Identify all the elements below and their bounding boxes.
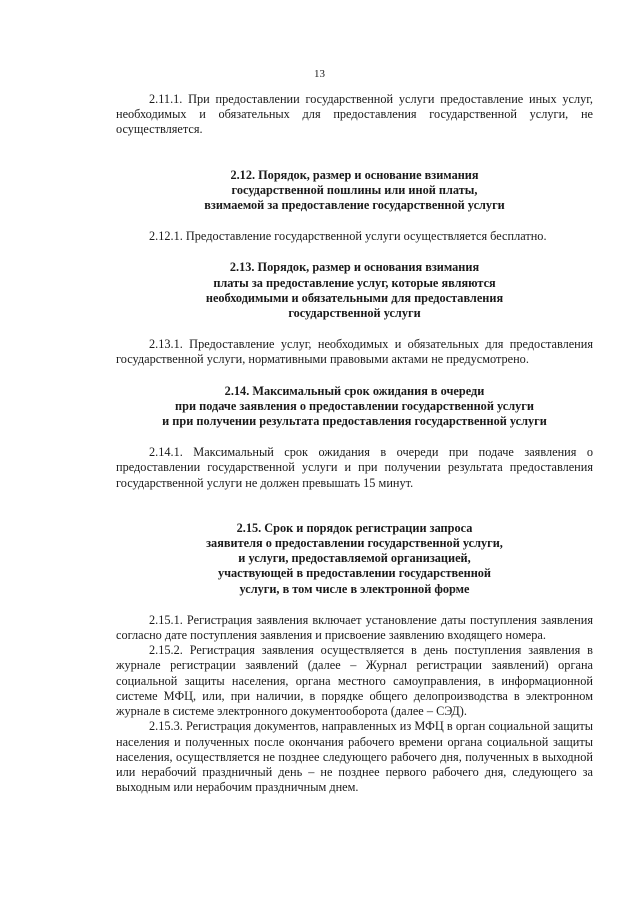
paragraph-2-13-1: 2.13.1. Предоставление услуг, необходимых и обязательных для предоставления государственной услуги, нормативными правовыми актами не предусмотрено. xyxy=(116,337,593,367)
heading-line: 2.12. Порядок, размер и основание взимания xyxy=(230,167,479,182)
heading-line: государственной услуги xyxy=(288,306,421,321)
heading-2-13 xyxy=(116,260,593,321)
heading-line: 2.13. Порядок, размер и основания взимания xyxy=(229,260,480,275)
heading-2-14 xyxy=(116,384,593,430)
heading-line: и услуги, предоставляемой организацией, xyxy=(238,551,471,566)
heading-line: 2.15. Срок и порядок регистрации запроса xyxy=(236,520,473,535)
document-body xyxy=(116,92,593,795)
heading-line: услуги, в том числе в электронной форме xyxy=(239,581,470,596)
heading-line: взимаемой за предоставление государственной услуги xyxy=(204,198,505,213)
paragraph-2-12-1: 2.12.1. Предоставление государственной услуги осуществляется бесплатно. xyxy=(149,229,547,244)
heading-line: и при получении результата предоставления государственной услуги xyxy=(162,414,547,429)
paragraph-2-15-1: 2.15.1. Регистрация заявления включает установление даты поступления заявления согласно дате поступления заявления и присвоение заявлению входящего номера. xyxy=(116,612,593,643)
paragraph-2-15-2: 2.15.2. Регистрация заявления осуществляется в день поступления заявления в журнале регистрации заявлений (далее – Журнал регистрации заявлений) органа социальной защиты населения, органа местного самоуправления, в информационной системе МФЦ, или, при наличии, в порядке общего делопроизводства в электронном журнале в системе электронного документооборота (далее – СЭД). xyxy=(116,643,593,719)
heading-2-15 xyxy=(116,521,593,597)
paragraph-2-14-1: 2.14.1. Максимальный срок ожидания в очереди при подаче заявления о предоставлении государственной услуги и при получении результата предоставления государственной услуги не должен превышать 15 минут. xyxy=(116,445,593,490)
paragraph-2-11-1: 2.11.1. При предоставлении государственной услуги предоставление иных услуг, необходимых и обязательных для предоставления государственной услуги, не осуществляется. xyxy=(116,92,593,137)
heading-2-12 xyxy=(116,168,593,214)
heading-line: необходимыми и обязательными для предоставления xyxy=(205,290,504,305)
paragraph-2-15-3: 2.15.3. Регистрация документов, направленных из МФЦ в орган социальной защиты населения и полученных после окончания рабочего времени органа социальной защиты населения, осуществляется не позднее следующего рабочего дня, полученных в выходной или нерабочий праздничный день – не позднее первого рабочего дня, следующего за выходным или нерабочим праздничным днем. xyxy=(116,719,593,795)
heading-line: участвующей в предоставлении государственной xyxy=(217,566,492,581)
heading-line: заявителя о предоставлении государственной услуги, xyxy=(206,536,503,551)
page-number: 13 xyxy=(314,68,325,80)
heading-line: государственной пошлины или иной платы, xyxy=(231,182,478,197)
heading-line: 2.14. Максимальный срок ожидания в очереди xyxy=(224,383,485,398)
heading-line: платы за предоставление услуг, которые являются xyxy=(213,275,496,290)
heading-line: при подаче заявления о предоставлении государственной услуги xyxy=(175,398,534,413)
